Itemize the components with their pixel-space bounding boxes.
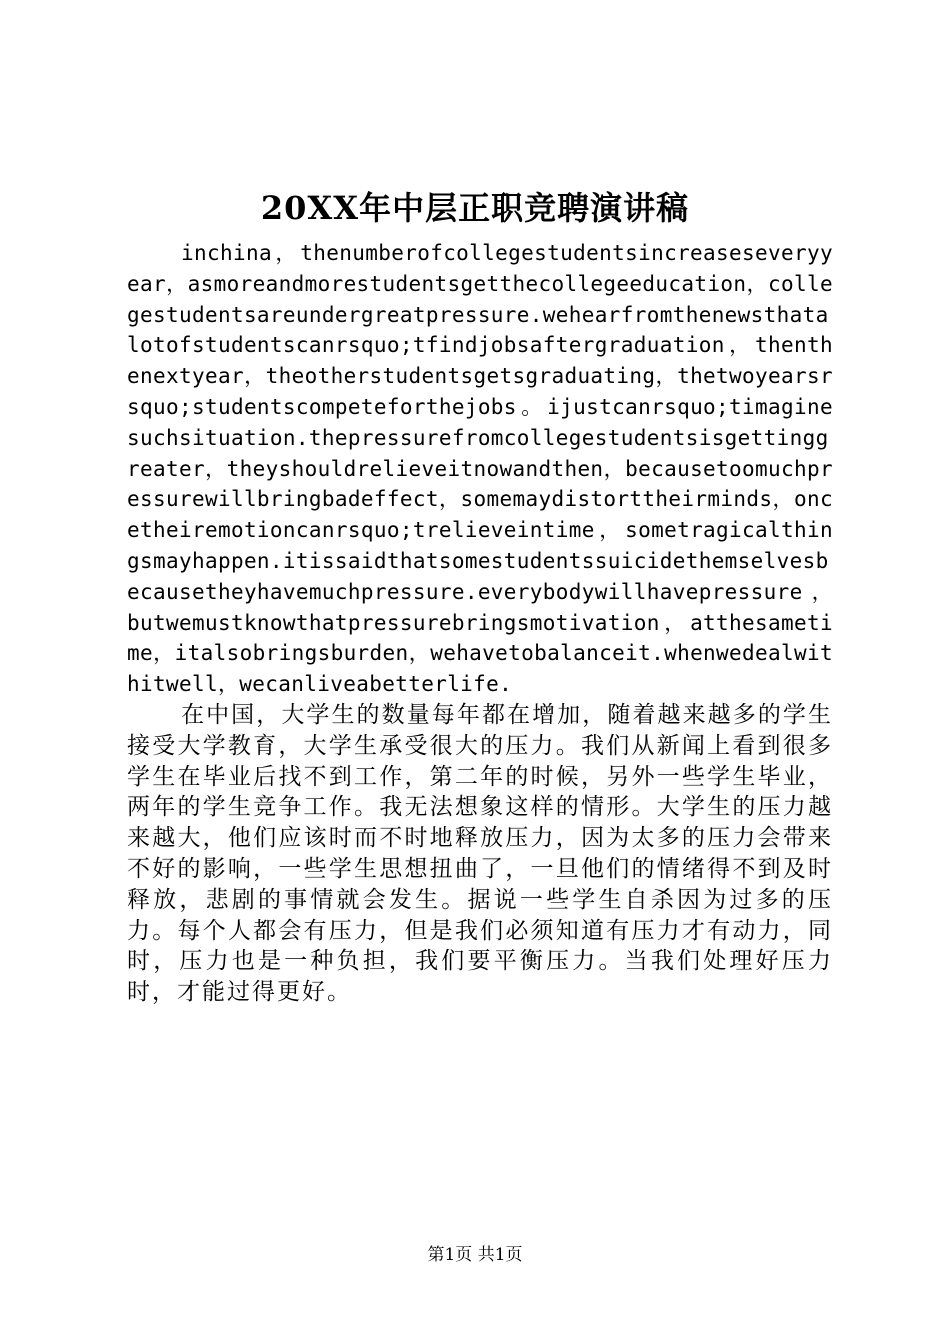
chinese-paragraph: 在中国，大学生的数量每年都在增加，随着越来越多的学生接受大学教育，大学生承受很大的压力。我们从新闻上看到很多学生在毕业后找不到工作，第二年的时候，另外一些学生毕业，两年的学生竞争工作。我无法想象这样的情形。大学生的压力越来越大，他们应该时而不时地释放压力，因为太多的压力会带来不好的影响，一些学生思想扭曲了，一旦他们的情绪得不到及时释放，悲剧的事情就会发生。据说一些学生自杀因为过多的压力。每个人都会有压力，但是我们必须知道有压力才有动力，同时，压力也是一种负担，我们要平衡压力。当我们处理好压力时，才能过得更好。: [127, 701, 833, 1006]
english-paragraph: inchina，thenumberofcollegestudentsincreaseseveryyear，asmoreandmorestudentsgetthecollegeeducation，collegestudentsareundergreatpressure.wehearfromthenewsthatalotofstudentscanrsquo;tfindjobsaftergraduation，thenthenextyear，theotherstudentsgetsgraduating，thetwoyearsrsquo;studentscompeteforthejobs。ijustcanrsquo;timaginesuchsituation.thepressurefromcollegestudentsisgettinggreater，theyshouldrelieveitnowandthen，becausetoomuchpressurewillbringbadeffect，somemaydistorttheirminds，oncetheiremotioncanrsquo;trelieveintime，sometragicalthingsmayhappen.itissaidthatsomestudentssuicidethemselvesbecausetheyhavemuchpressure.everybodywillhavepressure，butwemustknowthatpressurebringsmotivation，atthesametime，italsobringsburden，wehavetobalanceit.whenwedealwithitwell，wecanliveabetterlife.: [127, 241, 833, 697]
document-title: 20XX年中层正职竞聘演讲稿: [260, 189, 690, 227]
document-body: [127, 238, 833, 1008]
page-footer: 第1页 共1页: [427, 1245, 523, 1265]
